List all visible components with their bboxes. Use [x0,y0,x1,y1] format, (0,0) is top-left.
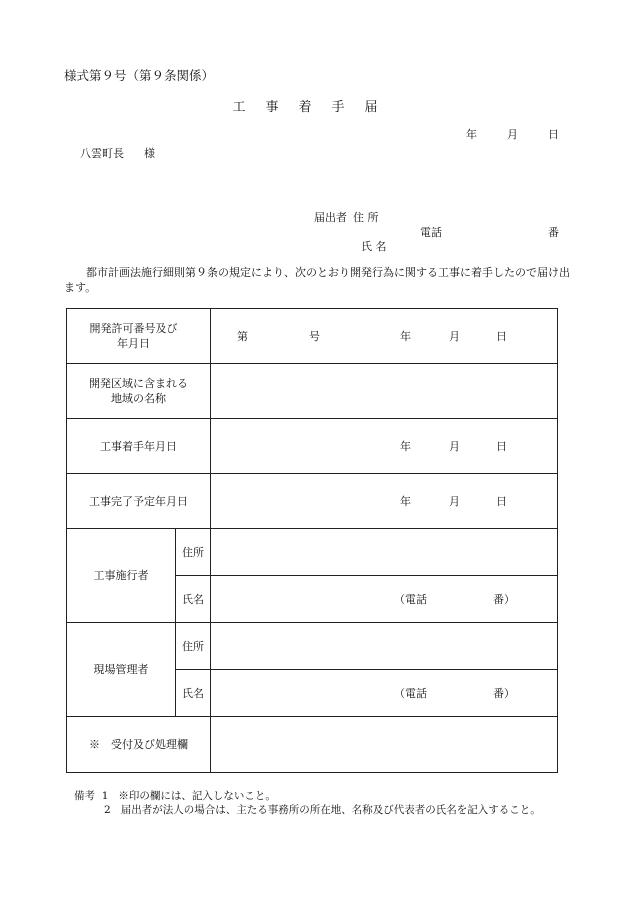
year-label: 年 [466,128,477,141]
start-value-cell[interactable] [211,419,558,474]
end-month: 月 [449,495,460,508]
permit-row [67,309,558,364]
permit-month: 月 [449,330,460,343]
start-year: 年 [400,440,411,453]
manager-tel-open: （電話 [394,687,427,700]
contractor-tel-close: 番） [493,593,515,606]
reception-row [67,717,558,773]
notification-table [66,308,558,773]
contractor-name-cell[interactable] [211,576,558,623]
applicant-tel-suffix: 番 [548,226,559,239]
contractor-label: 工事施行者 [67,529,176,623]
note-1-num: 1 [101,790,109,802]
applicant-address-label: 住 所 [353,211,379,224]
end-year: 年 [400,495,411,508]
notes [74,789,541,817]
permit-dai: 第 [237,330,248,343]
applicant-tel-label: 電話 [420,226,442,239]
day-label: 日 [548,128,559,141]
end-value-cell[interactable] [211,474,558,529]
addressee-name: 八雲町長 [80,147,124,160]
manager-name-cell[interactable] [211,670,558,717]
notes-label: 備考 [74,790,95,802]
note-2-text: 届出者が法人の場合は、主たる事務所の所在地、名称及び代表者の氏名を記入すること。 [120,804,541,816]
addressee [80,145,155,161]
note-1 [74,789,541,803]
end-day: 日 [496,495,507,508]
manager-tel-close: 番） [493,687,515,700]
contractor-name-label: 氏名 [176,576,211,623]
month-label: 月 [507,128,518,141]
start-day: 日 [496,440,507,453]
manager-name-label: 氏名 [176,670,211,717]
intro-text: 都市計画法施行細則第９条の規定により、次のとおり開発行為に関する工事に着手したので届け出ます。 [64,266,570,294]
contractor-address-cell[interactable] [211,529,558,576]
manager-address-label: 住所 [176,623,211,670]
applicant-name-label: 氏 名 [361,240,387,253]
permit-day: 日 [496,330,507,343]
applicant-address-line [314,209,379,225]
note-2 [74,803,541,817]
addressee-suffix: 様 [144,147,155,160]
permit-label: 開発許可番号及び年月日 [67,309,211,364]
end-row [67,474,558,529]
submission-date [466,126,589,142]
area-value-cell[interactable] [211,364,558,419]
manager-address-cell[interactable] [211,623,558,670]
contractor-tel-open: （電話 [394,593,427,606]
contractor-address-row [67,529,558,576]
permit-go: 号 [309,330,320,343]
end-label: 工事完了予定年月日 [67,474,211,529]
start-month: 月 [449,440,460,453]
note-2-num: 2 [104,804,111,816]
contractor-address-label: 住所 [176,529,211,576]
site-manager-label: 現場管理者 [67,623,176,717]
permit-year: 年 [400,330,411,343]
manager-address-row [67,623,558,670]
start-row [67,419,558,474]
area-label: 開発区域に含まれる地域の名称 [67,364,211,419]
reception-label: ※ 受付及び処理欄 [67,717,211,773]
note-1-text: ※印の欄には、記入しないこと。 [118,790,276,802]
area-row [67,364,558,419]
permit-value-cell[interactable] [211,309,558,364]
applicant-label: 届出者 [314,211,347,224]
document-title: 工事着手届 [232,100,398,115]
form-number: 様式第９号（第９条関係） [64,68,215,83]
reception-cell [211,717,558,773]
start-label: 工事着手年月日 [67,419,211,474]
